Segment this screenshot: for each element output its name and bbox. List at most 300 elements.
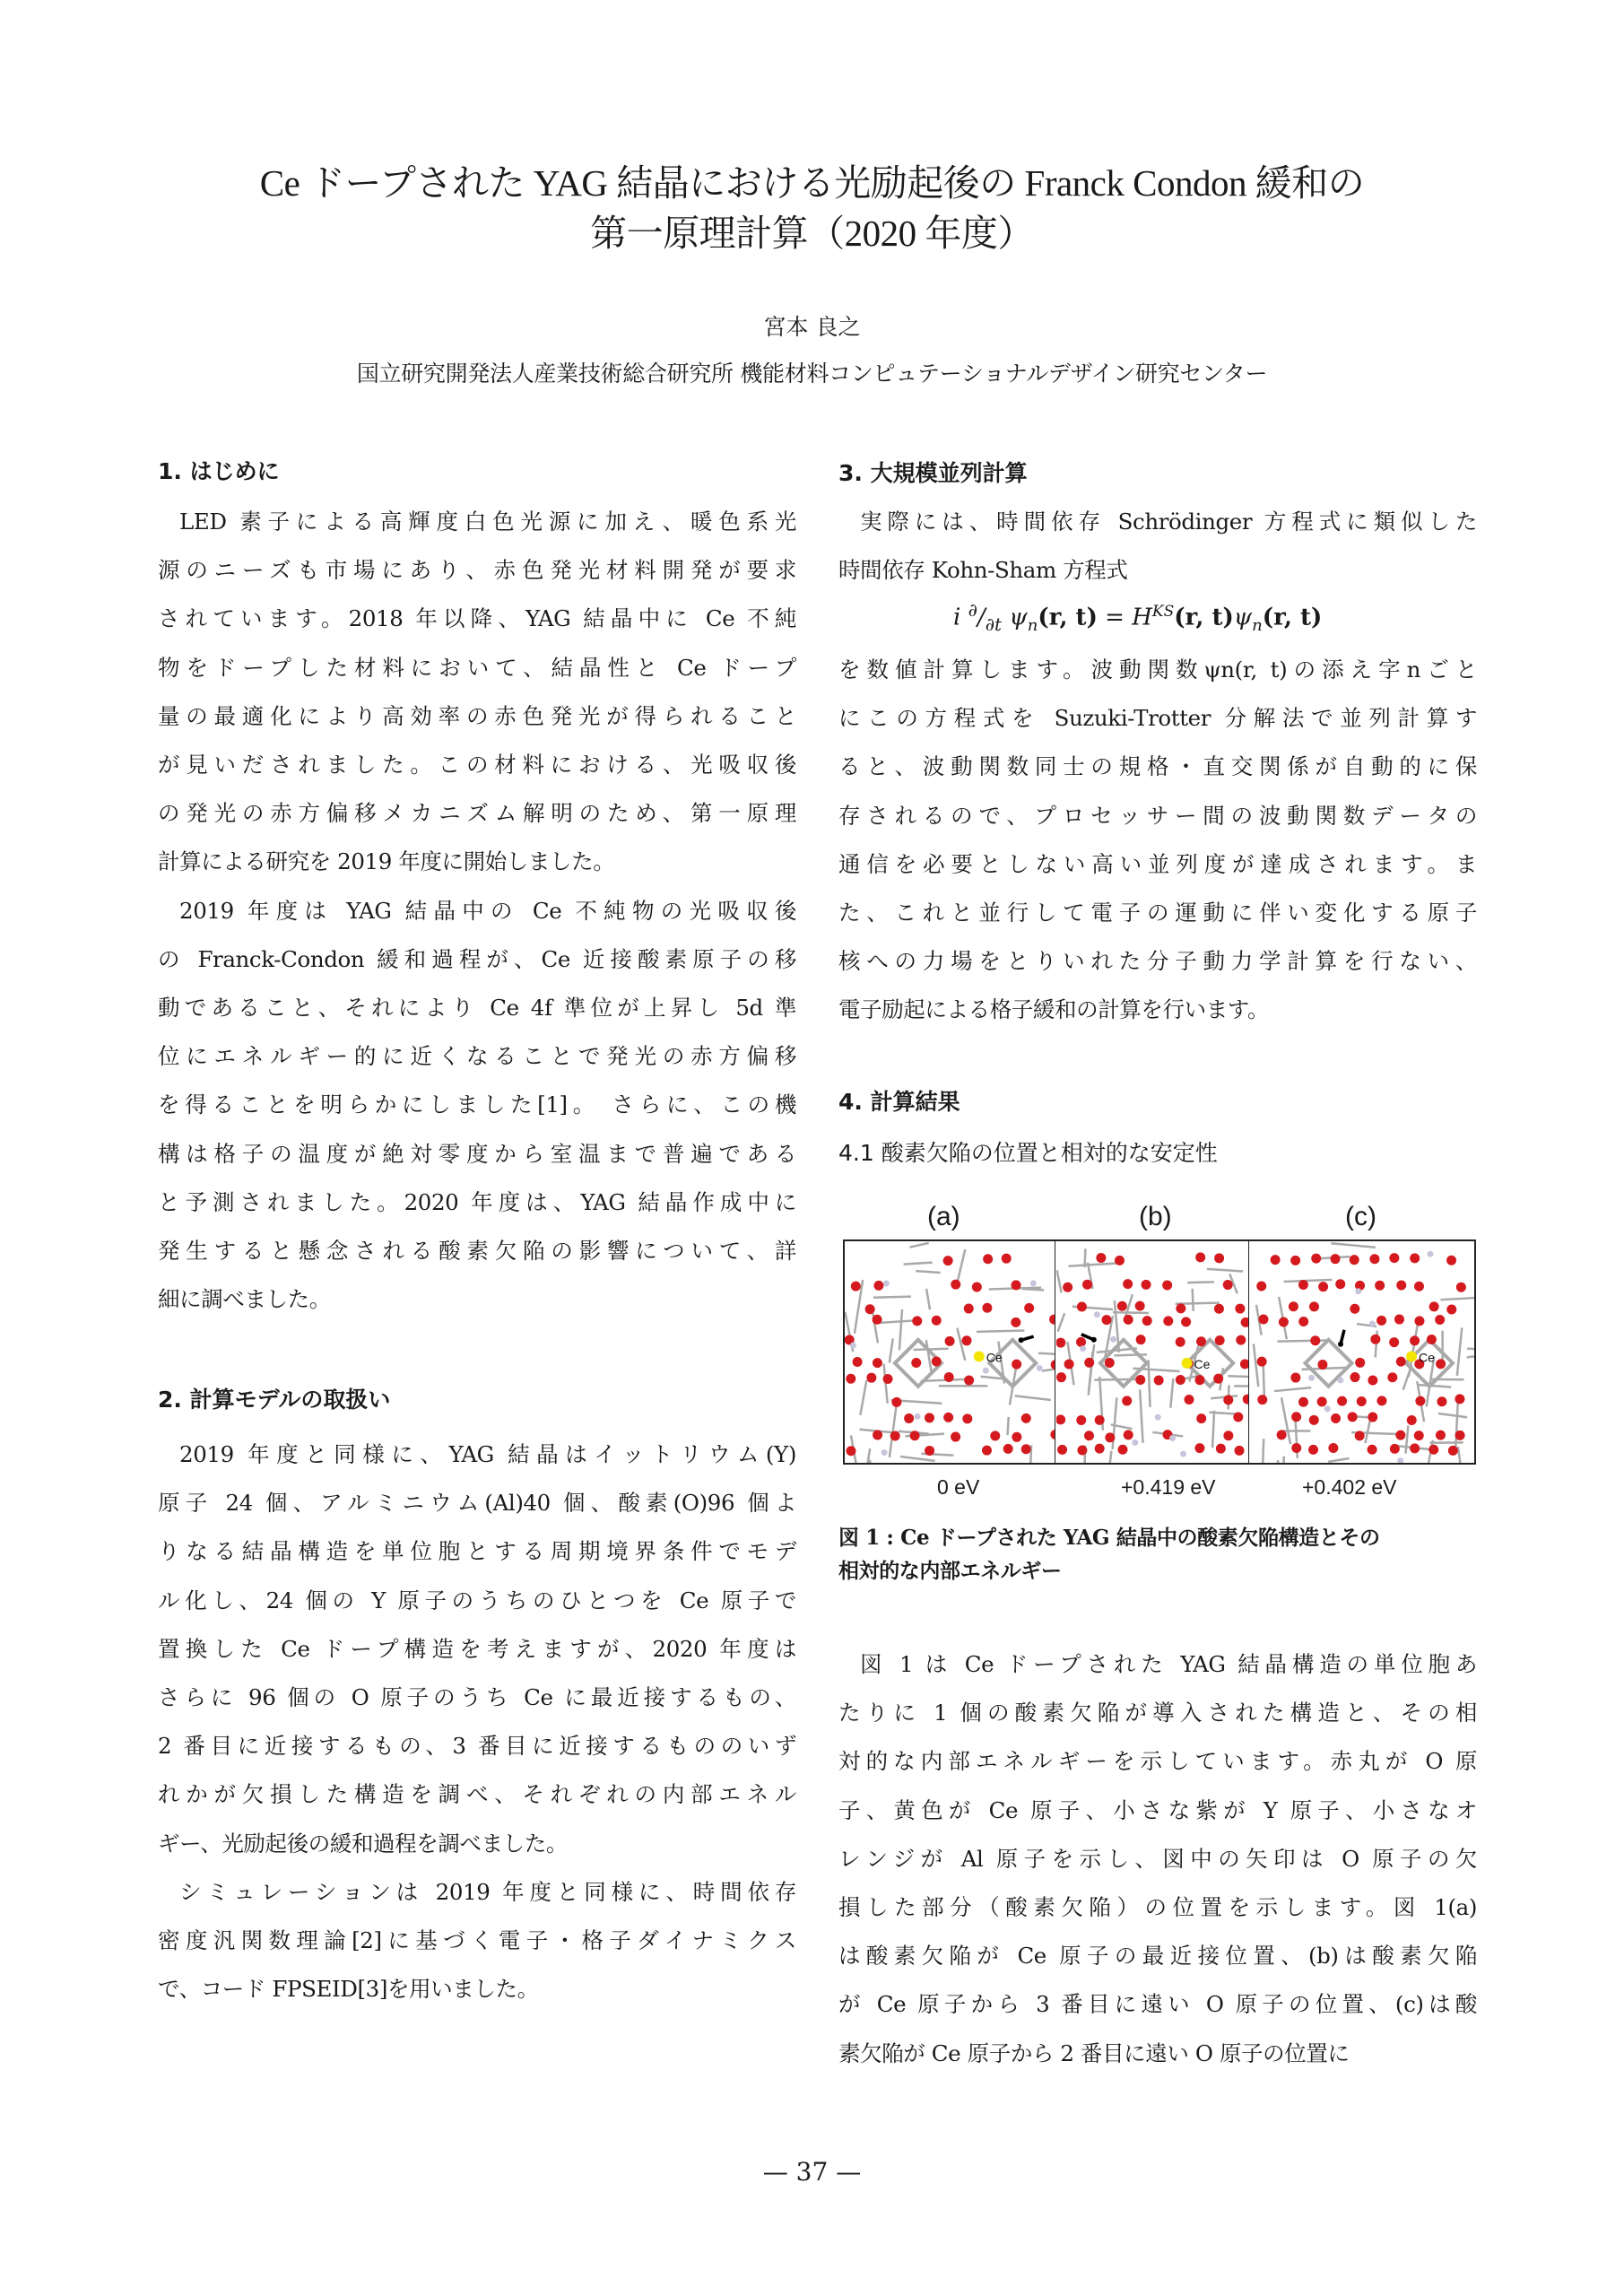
- bond: [873, 1297, 911, 1298]
- oxygen-atom: [1415, 1396, 1425, 1406]
- oxygen-atom: [1257, 1357, 1267, 1367]
- oxygen-atom: [1429, 1445, 1438, 1455]
- oxygen-atom: [1376, 1316, 1386, 1326]
- bond: [1212, 1411, 1214, 1448]
- oxygen-atom: [1003, 1444, 1013, 1454]
- oxygen-atom: [951, 1432, 960, 1442]
- oxygen-atom: [943, 1256, 953, 1265]
- oxygen-atom: [1309, 1415, 1319, 1425]
- formula-i: i: [953, 604, 961, 631]
- yttrium-atom: [1180, 1451, 1186, 1457]
- oxygen-atom: [1024, 1303, 1034, 1313]
- oxygen-atom: [1077, 1301, 1087, 1311]
- oxygen-atom: [873, 1281, 883, 1291]
- bond: [957, 1249, 965, 1283]
- figure-caption-line-1: 図 1 : Ce ドープされた YAG 結晶中の酸素欠陥構造とその: [838, 1526, 1380, 1550]
- oxygen-atom: [865, 1304, 875, 1314]
- oxygen-atom: [1389, 1337, 1399, 1347]
- oxygen-atom: [1446, 1304, 1456, 1314]
- cerium-atom: [1406, 1351, 1417, 1361]
- text-line: れかが欠損した構造を調べ、それぞれの内部エネル: [158, 1781, 796, 1808]
- oxygen-atom: [1021, 1413, 1031, 1423]
- yttrium-atom: [1080, 1345, 1086, 1352]
- oxygen-atom: [1337, 1396, 1347, 1406]
- yttrium-atom: [881, 1449, 888, 1456]
- oxygen-atom: [1214, 1253, 1224, 1263]
- oxygen-atom: [1124, 1315, 1133, 1325]
- oxygen-atom: [1407, 1415, 1417, 1425]
- oxygen-atom: [1311, 1254, 1321, 1264]
- text-line: 源のニーズも市場にあり、赤色発光材料開発が要求: [158, 557, 796, 584]
- yttrium-atom: [915, 1413, 921, 1420]
- cerium-label: Ce: [1419, 1350, 1435, 1365]
- oxygen-atom: [1105, 1432, 1115, 1442]
- oxygen-atom: [1395, 1431, 1405, 1440]
- bond: [1008, 1417, 1009, 1435]
- figure-caption-line-2: 相対的な内部エネルギー: [838, 1559, 1062, 1583]
- text-line: シミュレーションは 2019 年度と同様に、時間依存: [179, 1878, 796, 1905]
- oxygen-atom: [1376, 1396, 1386, 1405]
- oxygen-atom: [1195, 1252, 1205, 1262]
- oxygen-atom: [1258, 1315, 1268, 1325]
- oxygen-atom: [1194, 1375, 1204, 1385]
- oxygen-atom: [1355, 1358, 1365, 1368]
- arrow-head: [1091, 1337, 1097, 1343]
- text-line: 通信を必要としない高い並列度が達成されます。ま: [838, 850, 1477, 877]
- oxygen-atom: [972, 1282, 982, 1292]
- oxygen-atom: [1375, 1281, 1385, 1291]
- bond: [1149, 1360, 1151, 1407]
- oxygen-atom: [1124, 1430, 1133, 1439]
- oxygen-atom: [925, 1446, 934, 1456]
- yttrium-atom: [1427, 1251, 1433, 1257]
- oxygen-atom: [1446, 1256, 1456, 1265]
- text-line: りなる結晶構造を単位胞とする周期境界条件でモデ: [158, 1538, 796, 1565]
- oxygen-atom: [1176, 1375, 1185, 1385]
- oxygen-atom: [1410, 1253, 1420, 1263]
- oxygen-atom: [873, 1358, 882, 1368]
- panel-label-b: (b): [1139, 1202, 1172, 1231]
- bond: [926, 1289, 930, 1309]
- text-line: 発生すると懸念される酸素欠陥の影響について、詳: [158, 1238, 796, 1264]
- text-line: と予測されました。2020 年度は、YAG 結晶作成中に: [158, 1188, 796, 1215]
- oxygen-atom: [1095, 1444, 1105, 1454]
- oxygen-atom: [912, 1316, 922, 1326]
- text-line: 対的な内部エネルギーを示しています。赤丸が O 原: [838, 1748, 1477, 1775]
- crystal-structure-figure: [843, 1239, 1476, 1465]
- text-line: 核への力場をとりいれた分子動力学計算を行ない、: [838, 948, 1477, 975]
- text-line: 時間依存 Kohn-Sham 方程式: [838, 557, 1128, 584]
- formula-sup-ks: KS: [1151, 603, 1175, 621]
- text-line: ギー、光励起後の緩和過程を調べました。: [158, 1830, 568, 1857]
- cerium-atom: [974, 1351, 985, 1361]
- bond: [870, 1460, 878, 1463]
- structure-panel-b: [1056, 1241, 1249, 1463]
- oxygen-atom: [1162, 1280, 1172, 1290]
- oxygen-atom: [1355, 1431, 1365, 1440]
- bond: [1022, 1289, 1044, 1291]
- bond: [1417, 1385, 1451, 1387]
- text-line: ると、波動関数同士の規格・直交関係が自動的に保: [838, 753, 1477, 780]
- bond: [1207, 1269, 1243, 1272]
- oxygen-atom: [964, 1304, 974, 1314]
- oxygen-atom: [891, 1397, 901, 1407]
- oxygen-atom: [873, 1315, 882, 1325]
- oxygen-atom: [1115, 1256, 1125, 1265]
- bond: [1170, 1378, 1173, 1408]
- oxygen-atom: [1290, 1256, 1300, 1265]
- section-1-heading: 1. はじめに: [158, 458, 280, 484]
- text-line: を数値計算します。波動関数ψn(r, t)の添え字nごと: [838, 657, 1477, 683]
- oxygen-atom: [866, 1373, 876, 1383]
- oxygen-atom: [1370, 1335, 1380, 1344]
- bond: [1193, 1289, 1194, 1311]
- oxygen-atom: [1243, 1395, 1248, 1405]
- oxygen-atom: [1290, 1373, 1300, 1383]
- text-line: が Ce 原子から 3 番目に遠い O 原子の位置、(c)は酸: [838, 1991, 1477, 2018]
- oxygen-atom: [1410, 1443, 1420, 1453]
- oxygen-atom: [925, 1413, 934, 1422]
- energy-label-c: +0.402 eV: [1302, 1475, 1397, 1499]
- oxygen-atom: [1437, 1396, 1446, 1406]
- oxygen-atom: [1002, 1254, 1012, 1264]
- oxygen-atom: [1176, 1303, 1185, 1313]
- bond: [1278, 1460, 1281, 1463]
- oxygen-atom: [1051, 1360, 1055, 1370]
- energy-label-b: +0.419 eV: [1121, 1475, 1216, 1499]
- oxygen-atom: [1105, 1358, 1115, 1368]
- yttrium-atom: [1169, 1435, 1176, 1441]
- oxygen-atom: [945, 1336, 955, 1346]
- oxygen-atom: [983, 1254, 993, 1264]
- oxygen-atom: [1241, 1318, 1248, 1327]
- oxygen-atom: [1135, 1375, 1145, 1385]
- kohn-sham-equation: i $^\partial/_{\partial t}$ $\psi_n(r$, $t) = H^{KS}(r$, $t)\psi_n(r$, t): [953, 599, 1323, 635]
- cerium-label: Ce: [1194, 1356, 1211, 1371]
- oxygen-atom: [890, 1431, 900, 1440]
- oxygen-atom: [1368, 1445, 1377, 1455]
- oxygen-atom: [1368, 1375, 1377, 1385]
- oxygen-atom: [1348, 1412, 1358, 1422]
- oxygen-atom: [1235, 1304, 1245, 1314]
- bond: [900, 1457, 935, 1461]
- oxygen-atom: [1435, 1315, 1445, 1325]
- yttrium-atom: [1337, 1377, 1343, 1383]
- text-line: レンジが Al 原子を示し、図中の矢印は O 原子の欠: [838, 1845, 1477, 1872]
- bond: [1107, 1451, 1111, 1463]
- oxygen-atom: [932, 1316, 942, 1326]
- paper-title-line-1: Ce ドープされた YAG 結晶における光励起後の Franck Condon 緩和の: [259, 162, 1365, 204]
- oxygen-atom: [1331, 1254, 1341, 1264]
- oxygen-atom: [1289, 1301, 1298, 1311]
- oxygen-atom: [1427, 1335, 1437, 1344]
- affiliation: 国立研究開発法人産業技術総合研究所 機能材料コンピュテーショナルデザイン研究センター: [356, 361, 1268, 387]
- bond: [899, 1309, 902, 1350]
- oxygen-atom: [1012, 1280, 1021, 1290]
- oxygen-atom: [1012, 1432, 1021, 1442]
- text-line: 位にエネルギー的に近くなることで発光の赤方偏移: [158, 1043, 796, 1070]
- oxygen-atom: [846, 1374, 855, 1384]
- bond: [1438, 1413, 1467, 1417]
- oxygen-atom: [1436, 1431, 1446, 1440]
- oxygen-atom: [1123, 1279, 1133, 1289]
- bond: [1113, 1312, 1149, 1313]
- text-line: 2019 年度と同様に、YAG 結晶はイットリウム(Y): [179, 1441, 796, 1467]
- formula-hamiltonian: H: [1132, 604, 1152, 631]
- text-line: 素欠陥が Ce 原子から 2 番目に遠い O 原子の位置に: [838, 2039, 1350, 2066]
- oxygen-atom: [1077, 1446, 1087, 1456]
- oxygen-atom: [1084, 1358, 1094, 1368]
- bond: [1187, 1282, 1214, 1283]
- oxygen-atom: [883, 1374, 893, 1384]
- oxygen-atom: [1082, 1280, 1092, 1290]
- yttrium-atom: [850, 1342, 856, 1348]
- oxygen-atom: [910, 1431, 920, 1440]
- oxygen-atom: [1455, 1394, 1464, 1404]
- yttrium-atom: [1397, 1457, 1403, 1463]
- oxygen-atom: [1317, 1360, 1327, 1370]
- oxygen-atom: [1396, 1357, 1406, 1367]
- yttrium-atom: [1308, 1375, 1315, 1381]
- oxygen-atom: [1298, 1280, 1308, 1290]
- text-line: を得ることを明らかにしました[1]。 さらに、この機: [158, 1091, 796, 1118]
- oxygen-atom: [1154, 1375, 1164, 1385]
- yttrium-atom: [1094, 1311, 1100, 1318]
- bond: [909, 1243, 928, 1248]
- oxygen-atom: [1236, 1335, 1246, 1345]
- oxygen-atom: [1135, 1301, 1145, 1311]
- oxygen-atom: [1389, 1253, 1399, 1263]
- oxygen-atom: [1142, 1316, 1152, 1326]
- bond: [1228, 1376, 1248, 1378]
- text-line: の発光の赤方偏移メカニズム解明のため、第一原理: [158, 800, 796, 827]
- cerium-label: Ce: [986, 1350, 1003, 1365]
- oxygen-atom: [962, 1413, 972, 1423]
- oxygen-atom: [1298, 1397, 1308, 1407]
- section-3-heading: 3. 大規模並列計算: [838, 460, 1028, 486]
- oxygen-atom: [1050, 1430, 1055, 1439]
- formula-rhs-args: (r, t): [1174, 604, 1234, 631]
- oxygen-atom: [1117, 1301, 1127, 1311]
- bond: [1406, 1426, 1409, 1454]
- oxygen-atom: [1196, 1413, 1206, 1423]
- text-line: 計算による研究を 2019 年度に開始しました。: [158, 848, 615, 875]
- oxygen-atom: [1096, 1253, 1106, 1263]
- oxygen-atom: [1056, 1372, 1066, 1382]
- text-line: LED 素子による高輝度白色光源に加え、暖色系光: [179, 509, 796, 535]
- bond: [904, 1263, 933, 1265]
- oxygen-atom: [1414, 1282, 1424, 1292]
- oxygen-atom: [1369, 1254, 1379, 1264]
- oxygen-atom: [1277, 1430, 1287, 1439]
- bond: [1457, 1327, 1462, 1376]
- bond: [890, 1338, 893, 1362]
- text-line: は酸素欠陥が Ce 原子の最近接位置、(b)は酸素欠陥: [838, 1943, 1477, 1970]
- oxygen-atom: [1056, 1338, 1065, 1348]
- bond: [1254, 1344, 1258, 1387]
- oxygen-atom: [1049, 1315, 1055, 1325]
- oxygen-atom: [1414, 1316, 1424, 1326]
- oxygen-atom: [1122, 1396, 1132, 1405]
- structure-image-b: [1056, 1241, 1248, 1463]
- oxygen-atom: [1448, 1446, 1458, 1456]
- text-line: さらに 96 個の O 原子のうち Ce に最近接するもの、: [158, 1684, 796, 1710]
- formula-psi: ψ: [1009, 604, 1028, 631]
- formula-rhs-psi: ψ: [1233, 604, 1253, 631]
- oxygen-atom: [1240, 1359, 1248, 1369]
- oxygen-atom: [1396, 1281, 1406, 1291]
- oxygen-atom: [1223, 1280, 1233, 1290]
- bond: [1282, 1457, 1284, 1463]
- yttrium-atom: [1030, 1280, 1037, 1286]
- bond: [1328, 1458, 1349, 1462]
- oxygen-atom: [1368, 1413, 1377, 1422]
- oxygen-atom: [982, 1303, 992, 1313]
- oxygen-atom: [1063, 1283, 1073, 1292]
- oxygen-atom: [1271, 1255, 1281, 1265]
- oxygen-atom: [1291, 1443, 1301, 1453]
- bond: [1057, 1270, 1062, 1292]
- text-line: が見いだされました。この材料における、光吸収後: [158, 752, 796, 778]
- oxygen-atom: [990, 1431, 1000, 1440]
- text-line: 図 1 は Ce ドープされた YAG 結晶構造の単位胞あ: [860, 1651, 1477, 1677]
- text-line: 置換した Ce ドープ構造を考えますが、2020 年度は: [158, 1635, 796, 1662]
- text-line: 密度汎関数理論[2]に基づく電子・格子ダイナミクス: [158, 1927, 796, 1953]
- section-2-heading: 2. 計算モデルの取扱い: [158, 1387, 391, 1413]
- text-line: 損した部分（酸素欠陥）の位置を示します。図 1(a): [838, 1894, 1477, 1920]
- oxygen-atom: [1317, 1396, 1327, 1406]
- oxygen-atom: [1194, 1443, 1204, 1453]
- oxygen-atom: [1350, 1304, 1359, 1314]
- oxygen-atom: [1298, 1317, 1308, 1326]
- oxygen-atom: [1436, 1359, 1446, 1369]
- yttrium-atom: [1155, 1414, 1161, 1421]
- oxygen-atom: [1350, 1255, 1359, 1265]
- yttrium-atom: [1132, 1439, 1138, 1446]
- formula-args: (r, t): [1038, 604, 1098, 631]
- oxygen-atom: [1102, 1315, 1112, 1325]
- oxygen-atom: [1257, 1395, 1267, 1405]
- oxygen-atom: [1021, 1444, 1031, 1454]
- structure-panel-c: [1250, 1241, 1474, 1463]
- oxygen-atom: [851, 1282, 861, 1292]
- oxygen-atom: [911, 1358, 921, 1368]
- oxygen-atom: [1214, 1304, 1224, 1314]
- formula-rhs-args2: (r, t): [1262, 604, 1323, 631]
- oxygen-atom: [1429, 1301, 1439, 1311]
- formula-equals: =: [1097, 604, 1133, 631]
- bond: [1440, 1298, 1474, 1300]
- oxygen-atom: [1328, 1443, 1338, 1453]
- oxygen-atom: [1117, 1445, 1127, 1455]
- page-number: — 37 —: [762, 2157, 862, 2187]
- oxygen-atom: [1235, 1446, 1245, 1456]
- oxygen-atom: [1223, 1431, 1233, 1440]
- bond: [1113, 1397, 1117, 1449]
- formula-sub-n: n: [1027, 615, 1038, 635]
- oxygen-atom: [1350, 1372, 1359, 1382]
- oxygen-atom: [1095, 1415, 1105, 1425]
- oxygen-atom: [1057, 1445, 1067, 1455]
- bond: [1015, 1396, 1051, 1400]
- text-line: 存されるので、プロセッサー間の波動関数データの: [838, 802, 1477, 829]
- oxygen-atom: [1410, 1335, 1420, 1345]
- bond: [977, 1331, 1024, 1332]
- yttrium-atom: [983, 1368, 989, 1374]
- oxygen-atom: [1223, 1395, 1233, 1405]
- text-line: 電子励起による格子緩和の計算を行います。: [838, 996, 1270, 1023]
- oxygen-atom: [1136, 1335, 1146, 1344]
- text-line: の Franck-Condon 緩和過程が、Ce 近接酸素原子の移: [158, 945, 796, 972]
- arrow-head: [1338, 1342, 1343, 1347]
- text-line: にこの方程式を Suzuki-Trotter 分解法で並列計算す: [838, 705, 1477, 732]
- oxygen-atom: [1394, 1315, 1404, 1325]
- oxygen-atom: [1163, 1316, 1173, 1326]
- oxygen-atom: [1279, 1318, 1289, 1327]
- author: 宮本 良之: [763, 314, 861, 340]
- text-line: 2019 年度は YAG 結晶中の Ce 不純物の光吸収後: [179, 897, 796, 924]
- bond: [916, 1271, 940, 1273]
- text-line: 量の最適化により高効率の赤色発光が得られること: [158, 702, 796, 729]
- bond: [914, 1349, 949, 1350]
- oxygen-atom: [1064, 1359, 1074, 1369]
- bond: [926, 1340, 932, 1372]
- oxygen-atom: [846, 1446, 855, 1456]
- bond: [1274, 1387, 1311, 1391]
- oxygen-atom: [1011, 1318, 1020, 1327]
- paper-title-line-2: 第一原理計算（2020 年度）: [590, 213, 1034, 254]
- bond: [1467, 1354, 1474, 1358]
- oxygen-atom: [1455, 1431, 1465, 1440]
- oxygen-atom: [1215, 1335, 1225, 1345]
- oxygen-atom: [1084, 1431, 1094, 1440]
- yttrium-atom: [883, 1281, 890, 1287]
- bond: [1058, 1313, 1064, 1331]
- oxygen-atom: [1176, 1337, 1185, 1347]
- formula-partial-t: ∂t: [985, 613, 1003, 635]
- oxygen-atom: [1309, 1301, 1319, 1311]
- oxygen-atom: [1184, 1395, 1194, 1405]
- text-line: 2 番目に近接するもの、3 番目に近接するもののいず: [158, 1733, 796, 1760]
- bond: [1068, 1263, 1120, 1265]
- oxygen-atom: [932, 1357, 942, 1367]
- bond: [1262, 1439, 1264, 1463]
- energy-label-a: 0 eV: [937, 1475, 980, 1499]
- oxygen-atom: [1318, 1282, 1328, 1292]
- text-line: 子、黄色が Ce 原子、小さな紫が Y 原子、小さなオ: [838, 1796, 1477, 1823]
- oxygen-atom: [1142, 1280, 1151, 1290]
- text-line: 細に調べました。: [158, 1286, 331, 1313]
- oxygen-atom: [904, 1413, 914, 1423]
- bond: [1114, 1354, 1147, 1355]
- oxygen-atom: [951, 1280, 960, 1290]
- oxygen-atom: [1308, 1445, 1318, 1455]
- yttrium-atom: [1037, 1365, 1043, 1371]
- oxygen-atom: [1213, 1374, 1223, 1384]
- bond: [1467, 1349, 1474, 1351]
- oxygen-atom: [1456, 1283, 1466, 1292]
- oxygen-atom: [1076, 1415, 1086, 1425]
- formula-partial: ∂: [968, 599, 977, 621]
- text-line: 物をドープした材料において、結晶性と Ce ドープ: [158, 654, 796, 681]
- text-line: た、これと並行して電子の運動に伴い変化する原子: [838, 900, 1477, 926]
- text-line: されています。2018 年以降、YAG 結晶中に Ce 不純: [158, 605, 796, 632]
- structure-image-c: [1250, 1241, 1474, 1463]
- text-line: 原子 24 個、アルミニウム(Al)40 個、酸素(O)96 個よ: [158, 1490, 796, 1517]
- oxygen-atom: [943, 1413, 953, 1422]
- oxygen-atom: [1012, 1360, 1021, 1370]
- oxygen-atom: [1076, 1337, 1086, 1347]
